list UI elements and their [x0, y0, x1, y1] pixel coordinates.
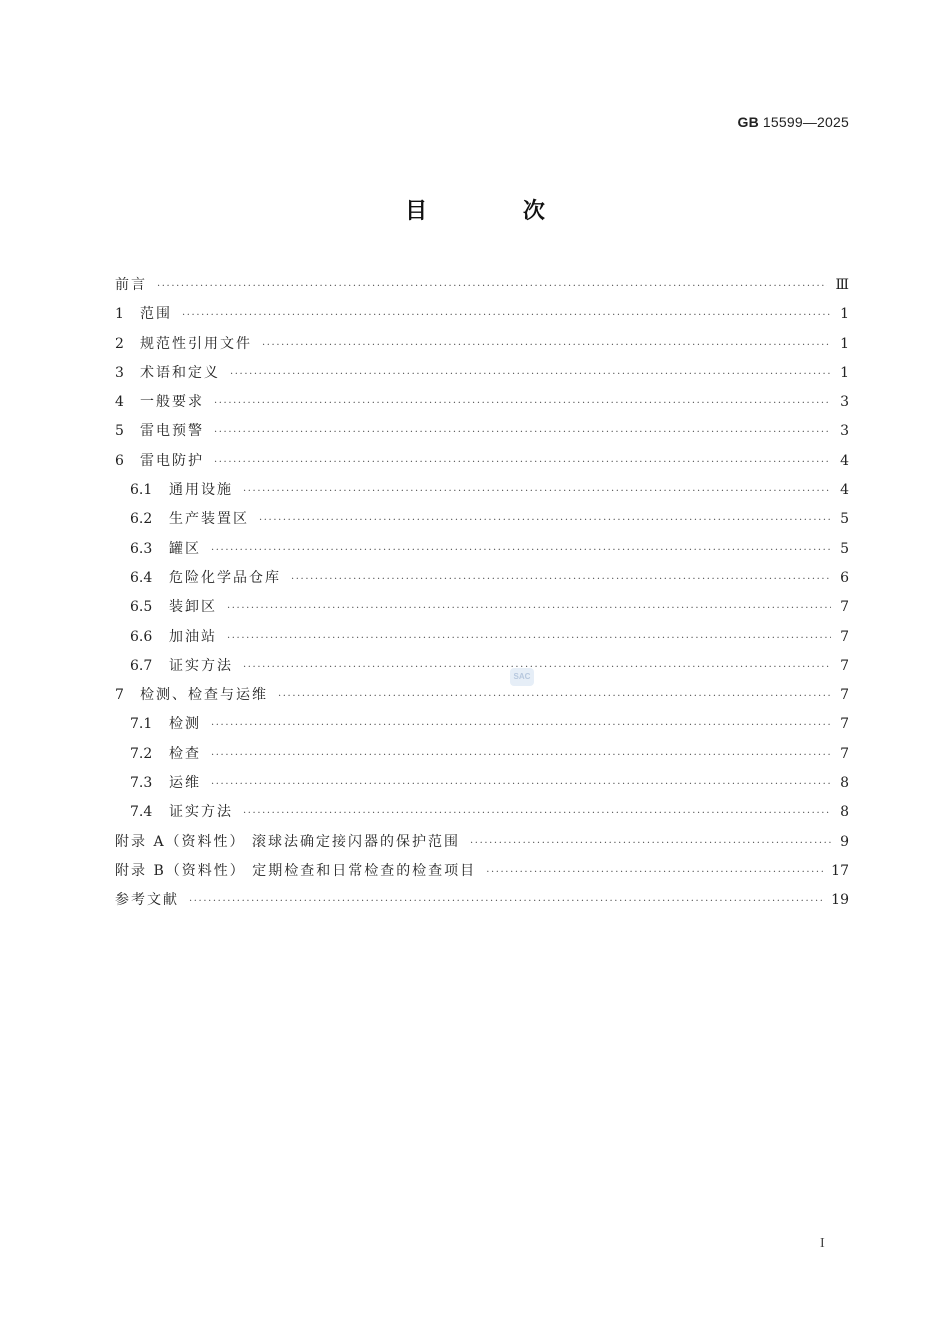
- toc-entry-label: 雷电防护: [140, 452, 204, 469]
- toc-entry-number: 6.5: [130, 599, 153, 616]
- sac-watermark-icon: SAC: [510, 668, 534, 686]
- toc-entry-number: 6.6: [130, 628, 153, 645]
- toc-entry-page: 3: [840, 423, 849, 440]
- toc-entry-label: 一般要求: [140, 394, 204, 411]
- toc-entry[interactable]: [115, 476, 849, 505]
- toc-entry-number: 6: [115, 452, 124, 469]
- toc-entry-label: 装卸区: [169, 599, 217, 616]
- toc-entry-number: 7.1: [130, 716, 153, 733]
- toc-entry-number: 6.2: [130, 511, 153, 528]
- toc-entry-number: 7.3: [130, 775, 153, 792]
- toc-entry-page: 1: [840, 335, 849, 352]
- toc-entry[interactable]: [115, 505, 849, 534]
- standard-code: 15599—2025: [762, 114, 849, 130]
- toc-entry-label: 通用设施: [169, 482, 233, 499]
- standard-prefix: GB: [737, 114, 759, 130]
- toc-dot-leader: [227, 624, 831, 653]
- toc-entry[interactable]: [115, 330, 849, 359]
- toc-entry-number: 3: [115, 364, 124, 381]
- toc-entry-label: 范围: [140, 306, 172, 323]
- toc-entry[interactable]: [115, 740, 849, 769]
- toc-entry[interactable]: [115, 623, 849, 652]
- toc-dot-leader: [243, 477, 831, 506]
- toc-dot-leader: [243, 799, 831, 828]
- toc-entry-page: 17: [831, 862, 849, 879]
- toc-entry[interactable]: [115, 271, 849, 300]
- toc-dot-leader: [157, 272, 827, 301]
- toc-entry-label: 雷电预警: [140, 423, 204, 440]
- toc-dot-leader: [230, 360, 831, 389]
- toc-entry-page: 8: [840, 804, 849, 821]
- toc-entry-number: 7.2: [130, 745, 153, 762]
- toc-entry[interactable]: [115, 593, 849, 622]
- toc-entry-page: 8: [840, 775, 849, 792]
- toc-dot-leader: [211, 770, 831, 799]
- page-number: I: [820, 1236, 825, 1251]
- toc-dot-leader: [470, 829, 831, 858]
- toc-entry-page: 7: [840, 745, 849, 762]
- toc-entry[interactable]: [115, 564, 849, 593]
- toc-entry[interactable]: [115, 652, 849, 681]
- toc-entry-number: 7.4: [130, 804, 153, 821]
- toc-entry-label: 证实方法: [169, 804, 233, 821]
- toc-entry[interactable]: [115, 857, 849, 886]
- toc-dot-leader: [291, 565, 831, 594]
- toc-entry-label: 附录 A（资料性） 滚球法确定接闪器的保护范围: [115, 833, 461, 850]
- toc-entry-page: 7: [840, 657, 849, 674]
- toc-entry-number: 4: [115, 394, 124, 411]
- toc-entry-number: 6.1: [130, 482, 153, 499]
- toc-dot-leader: [211, 536, 831, 565]
- toc-entry-page: 1: [840, 306, 849, 323]
- toc-entry-label: 前言: [115, 277, 147, 293]
- toc-dot-leader: [262, 331, 831, 360]
- toc-entry-label: 检测: [169, 716, 201, 733]
- toc-entry[interactable]: [115, 886, 849, 915]
- toc-dot-leader: [182, 301, 831, 330]
- toc-entry[interactable]: [115, 710, 849, 739]
- toc-entry[interactable]: [115, 798, 849, 827]
- toc-dot-leader: [211, 741, 831, 770]
- toc-entry[interactable]: [115, 447, 849, 476]
- toc-dot-leader: [486, 858, 823, 887]
- toc-entry-page: 7: [840, 716, 849, 733]
- toc-entry-page: 5: [840, 511, 849, 528]
- toc-entry-page: 7: [840, 599, 849, 616]
- toc-entry-number: 6.3: [130, 540, 153, 557]
- toc-dot-leader: [278, 682, 831, 711]
- toc-title: 目 次: [405, 199, 589, 224]
- toc-entry-page: 7: [840, 687, 849, 704]
- toc-entry-number: 1: [115, 306, 124, 323]
- toc-entry[interactable]: [115, 681, 849, 710]
- toc-entry-page: 19: [831, 892, 849, 909]
- toc-entry-label: 危险化学品仓库: [169, 569, 281, 586]
- toc-dot-leader: [214, 389, 831, 418]
- toc-entry[interactable]: [115, 359, 849, 388]
- toc-dot-leader: [214, 418, 831, 447]
- toc-entry-page: 4: [840, 452, 849, 469]
- toc-entry-number: 5: [115, 423, 124, 440]
- table-of-contents: [115, 271, 849, 916]
- toc-entry-label: 运维: [169, 775, 201, 792]
- toc-entry-page: 9: [840, 833, 849, 850]
- toc-entry-label: 附录 B（资料性） 定期检查和日常检查的检查项目: [115, 862, 477, 879]
- toc-entry-label: 证实方法: [169, 657, 233, 674]
- toc-entry-label: 检测、检查与运维: [140, 687, 268, 704]
- toc-entry-page: 7: [840, 628, 849, 645]
- toc-dot-leader: [243, 653, 831, 682]
- toc-entry[interactable]: [115, 417, 849, 446]
- toc-dot-leader: [259, 506, 831, 535]
- toc-entry-label: 罐区: [169, 540, 201, 557]
- toc-entry[interactable]: [115, 300, 849, 329]
- toc-entry-page: 4: [840, 482, 849, 499]
- toc-entry-number: 7: [115, 687, 124, 704]
- toc-entry-label: 检查: [169, 745, 201, 762]
- toc-entry-label: 加油站: [169, 628, 217, 645]
- toc-entry-page: 1: [840, 364, 849, 381]
- toc-entry[interactable]: [115, 828, 849, 857]
- toc-entry-page: Ⅲ: [835, 277, 849, 293]
- toc-entry-label: 规范性引用文件: [140, 335, 252, 352]
- toc-entry-page: 6: [840, 569, 849, 586]
- toc-entry[interactable]: [115, 769, 849, 798]
- toc-dot-leader: [214, 448, 831, 477]
- toc-entry[interactable]: [115, 388, 849, 417]
- toc-entry-page: 3: [840, 394, 849, 411]
- toc-dot-leader: [211, 711, 831, 740]
- toc-entry-page: 5: [840, 540, 849, 557]
- toc-dot-leader: [189, 887, 823, 916]
- toc-entry-label: 生产装置区: [169, 511, 249, 528]
- toc-entry-number: 6.4: [130, 569, 153, 586]
- toc-entry-number: 2: [115, 335, 124, 352]
- toc-entry[interactable]: [115, 535, 849, 564]
- toc-entry-number: 6.7: [130, 657, 153, 674]
- toc-entry-label: 术语和定义: [140, 364, 220, 381]
- standard-number: [738, 114, 849, 130]
- toc-entry-label: 参考文献: [115, 892, 179, 909]
- toc-dot-leader: [227, 594, 831, 623]
